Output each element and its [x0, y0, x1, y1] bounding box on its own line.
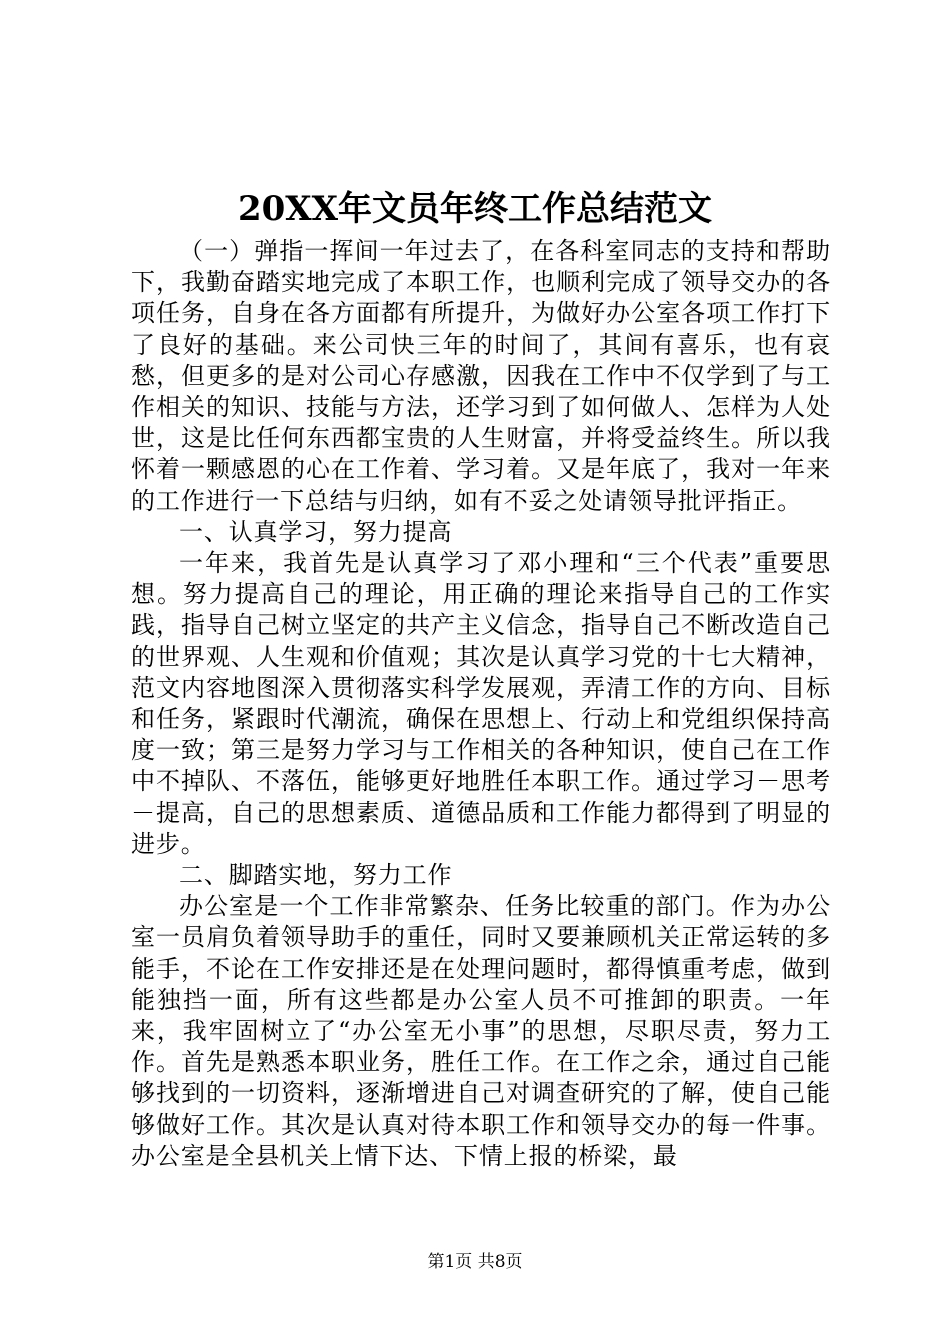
section-heading-work: 二、脚踏实地，努力工作 [179, 861, 453, 890]
work-paragraph: 办公室是一个工作非常繁杂、任务比较重的部门。作为办公室一员肩负着领导助手的重任，同时又要兼顾机关正常运转的多能手，不论在工作安排还是在处理问题时，都得慎重考虑，做到能独挡一面，所有这些都是办公室人员不可推卸的职责。一年来，我牢固树立了“办公室无小事”的思想，尽职尽责，努力工作。首先是熟悉本职业务，胜任工作。在工作之余，通过自己能够找到的一切资料，逐渐增进自己对调查研究的了解，使自己能够做好工作。其次是认真对待本职工作和领导交办的每一件事。办公室是全县机关上情下达、下情上报的桥梁，最 [131, 892, 831, 1170]
section-heading-study: 一、认真学习，努力提高 [179, 517, 453, 546]
document-body [131, 236, 831, 1172]
page-number: 第1页 共8页 [427, 1252, 523, 1272]
document-title: 20XX年文员年终工作总结范文 [237, 189, 713, 229]
study-paragraph: 一年来，我首先是认真学习了邓小理和“三个代表”重要思想。努力提高自己的理论，用正确的理论来指导自己的工作实践，指导自己树立坚定的共产主义信念，指导自己不断改造自己的世界观、人生观和价值观；其次是认真学习党的十七大精神，范文内容地图深入贯彻落实科学发展观，弄清工作的方向、目标和任务，紧跟时代潮流，确保在思想上、行动上和党组织保持高度一致；第三是努力学习与工作相关的各种知识，使自己在工作中不掉队、不落伍，能够更好地胜任本职工作。通过学习－思考－提高，自己的思想素质、道德品质和工作能力都得到了明显的进步。 [131, 549, 831, 858]
intro-paragraph: （一）弹指一挥间一年过去了，在各科室同志的支持和帮助下，我勤奋踏实地完成了本职工作，也顺利完成了领导交办的各项任务，自身在各方面都有所提升，为做好办公室各项工作打下了良好的基础。来公司快三年的时间了，其间有喜乐，也有哀愁，但更多的是对公司心存感激，因我在工作中不仅学到了与工作相关的知识、技能与方法，还学习到了如何做人、怎样为人处世，这是比任何东西都宝贵的人生财富，并将受益终生。所以我怀着一颗感恩的心在工作着、学习着。又是年底了，我对一年来的工作进行一下总结与归纳，如有不妥之处请领导批评指正。 [131, 237, 831, 515]
